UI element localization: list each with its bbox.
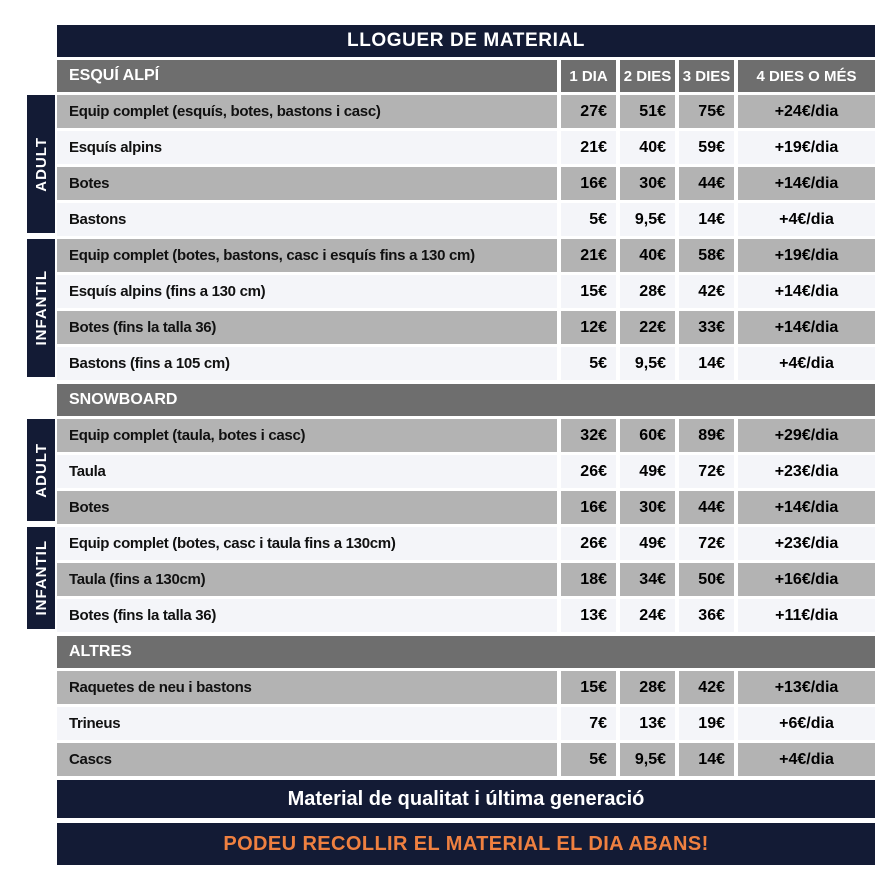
table-row (57, 563, 875, 596)
price-4-dies-o-mes: +14€/dia (738, 311, 875, 344)
table-row (57, 599, 875, 632)
section-altres (57, 636, 875, 776)
price-2-dies: 24€ (620, 599, 675, 632)
price-2-dies: 34€ (620, 563, 675, 596)
age-group-label-adult (27, 95, 55, 233)
table-row (57, 95, 875, 128)
table-row (57, 419, 875, 452)
price-3-dies: 44€ (679, 167, 734, 200)
section-title: ESQUÍ ALPÍ (57, 60, 557, 92)
price-3-dies: 89€ (679, 419, 734, 452)
table-row (57, 167, 875, 200)
column-header-3-dies: 3 DIES (679, 60, 734, 92)
price-3-dies: 72€ (679, 455, 734, 488)
column-header-2-dies: 2 DIES (620, 60, 675, 92)
price-4-dies-o-mes: +4€/dia (738, 347, 875, 380)
sections (32, 60, 875, 776)
age-group-text: ADULT (32, 442, 50, 498)
price-3-dies: 19€ (679, 707, 734, 740)
item-label: Botes (57, 491, 557, 524)
price-2-dies: 28€ (620, 671, 675, 704)
group-adult (32, 95, 875, 236)
price-2-dies: 60€ (620, 419, 675, 452)
price-1-dia: 26€ (561, 527, 616, 560)
price-4-dies-o-mes: +19€/dia (738, 239, 875, 272)
price-1-dia: 13€ (561, 599, 616, 632)
item-label: Equip complet (esquís, botes, bastons i casc) (57, 95, 557, 128)
section-snowboard (32, 384, 875, 632)
price-2-dies: 9,5€ (620, 203, 675, 236)
item-label: Esquís alpins (57, 131, 557, 164)
price-1-dia: 16€ (561, 491, 616, 524)
price-1-dia: 32€ (561, 419, 616, 452)
item-label: Equip complet (botes, bastons, casc i esquís fins a 130 cm) (57, 239, 557, 272)
section-header-esqui-alpi (57, 60, 875, 92)
price-2-dies: 49€ (620, 455, 675, 488)
table-row (57, 347, 875, 380)
section-header-snowboard: SNOWBOARD (57, 384, 875, 416)
price-2-dies: 30€ (620, 167, 675, 200)
price-4-dies-o-mes: +14€/dia (738, 167, 875, 200)
price-2-dies: 40€ (620, 131, 675, 164)
price-1-dia: 26€ (561, 455, 616, 488)
column-header-1-dia: 1 DIA (561, 60, 616, 92)
price-3-dies: 14€ (679, 347, 734, 380)
price-3-dies: 42€ (679, 671, 734, 704)
price-4-dies-o-mes: +4€/dia (738, 203, 875, 236)
price-3-dies: 33€ (679, 311, 734, 344)
price-4-dies-o-mes: +19€/dia (738, 131, 875, 164)
price-3-dies: 50€ (679, 563, 734, 596)
price-4-dies-o-mes: +6€/dia (738, 707, 875, 740)
group-adult (32, 419, 875, 524)
price-4-dies-o-mes: +14€/dia (738, 275, 875, 308)
group-infantil (32, 239, 875, 380)
section-header-altres: ALTRES (57, 636, 875, 668)
price-table (32, 25, 875, 865)
price-4-dies-o-mes: +16€/dia (738, 563, 875, 596)
price-4-dies-o-mes: +11€/dia (738, 599, 875, 632)
age-group-label-infantil (27, 239, 55, 377)
price-1-dia: 5€ (561, 743, 616, 776)
age-group-label-infantil (27, 527, 55, 629)
price-3-dies: 44€ (679, 491, 734, 524)
section-esqui-alpi (32, 60, 875, 380)
age-group-text: INFANTIL (32, 540, 50, 616)
age-group-label-adult (27, 419, 55, 521)
price-1-dia: 27€ (561, 95, 616, 128)
price-2-dies: 49€ (620, 527, 675, 560)
table-row (57, 527, 875, 560)
item-label: Bastons (57, 203, 557, 236)
price-1-dia: 7€ (561, 707, 616, 740)
quality-banner: Material de qualitat i última generació (57, 780, 875, 818)
item-label: Equip complet (taula, botes i casc) (57, 419, 557, 452)
pickup-banner: PODEU RECOLLIR EL MATERIAL EL DIA ABANS! (57, 823, 875, 865)
item-label: Bastons (fins a 105 cm) (57, 347, 557, 380)
price-3-dies: 75€ (679, 95, 734, 128)
price-2-dies: 40€ (620, 239, 675, 272)
price-2-dies: 13€ (620, 707, 675, 740)
item-label: Raquetes de neu i bastons (57, 671, 557, 704)
price-4-dies-o-mes: +23€/dia (738, 455, 875, 488)
table-row (57, 743, 875, 776)
price-4-dies-o-mes: +29€/dia (738, 419, 875, 452)
item-label: Esquís alpins (fins a 130 cm) (57, 275, 557, 308)
price-2-dies: 30€ (620, 491, 675, 524)
item-label: Cascs (57, 743, 557, 776)
price-3-dies: 42€ (679, 275, 734, 308)
table-row (57, 671, 875, 704)
price-4-dies-o-mes: +24€/dia (738, 95, 875, 128)
price-1-dia: 12€ (561, 311, 616, 344)
price-3-dies: 59€ (679, 131, 734, 164)
price-3-dies: 14€ (679, 203, 734, 236)
price-1-dia: 18€ (561, 563, 616, 596)
price-1-dia: 15€ (561, 275, 616, 308)
price-4-dies-o-mes: +14€/dia (738, 491, 875, 524)
price-1-dia: 5€ (561, 347, 616, 380)
price-1-dia: 15€ (561, 671, 616, 704)
group-default (57, 671, 875, 776)
table-row (57, 203, 875, 236)
price-4-dies-o-mes: +4€/dia (738, 743, 875, 776)
price-2-dies: 51€ (620, 95, 675, 128)
price-3-dies: 36€ (679, 599, 734, 632)
price-1-dia: 16€ (561, 167, 616, 200)
price-1-dia: 5€ (561, 203, 616, 236)
age-group-text: ADULT (32, 136, 50, 192)
price-1-dia: 21€ (561, 239, 616, 272)
table-row (57, 275, 875, 308)
table-row (57, 491, 875, 524)
price-4-dies-o-mes: +23€/dia (738, 527, 875, 560)
price-2-dies: 22€ (620, 311, 675, 344)
age-group-text: INFANTIL (32, 270, 50, 346)
table-row (57, 239, 875, 272)
price-3-dies: 72€ (679, 527, 734, 560)
item-label: Botes (57, 167, 557, 200)
group-infantil (32, 527, 875, 632)
table-row (57, 707, 875, 740)
item-label: Trineus (57, 707, 557, 740)
price-3-dies: 14€ (679, 743, 734, 776)
price-2-dies: 9,5€ (620, 347, 675, 380)
column-header-4-dies-o-mes: 4 DIES O MÉS (738, 60, 875, 92)
table-row (57, 311, 875, 344)
page-title: LLOGUER DE MATERIAL (57, 25, 875, 57)
price-3-dies: 58€ (679, 239, 734, 272)
price-2-dies: 28€ (620, 275, 675, 308)
item-label: Botes (fins la talla 36) (57, 311, 557, 344)
price-1-dia: 21€ (561, 131, 616, 164)
table-row (57, 131, 875, 164)
price-2-dies: 9,5€ (620, 743, 675, 776)
item-label: Equip complet (botes, casc i taula fins a 130cm) (57, 527, 557, 560)
price-4-dies-o-mes: +13€/dia (738, 671, 875, 704)
item-label: Botes (fins la talla 36) (57, 599, 557, 632)
item-label: Taula (57, 455, 557, 488)
table-row (57, 455, 875, 488)
item-label: Taula (fins a 130cm) (57, 563, 557, 596)
